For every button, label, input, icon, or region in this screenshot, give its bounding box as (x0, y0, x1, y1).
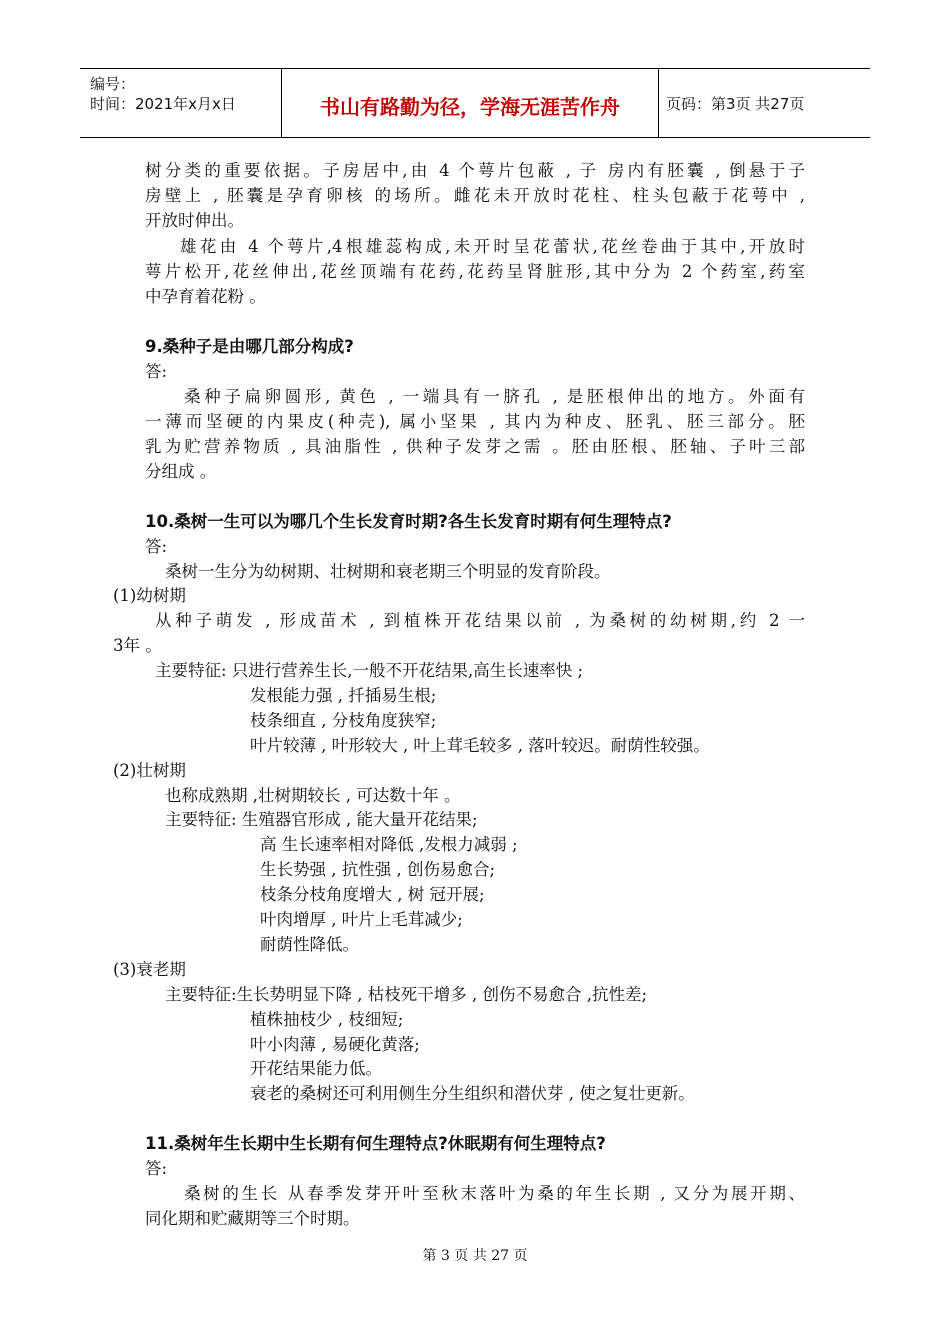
question-heading: 9.桑种子是由哪几部分构成? (145, 337, 354, 356)
question-heading: 11.桑树年生长期中生长期有何生理特点?休眠期有何生理特点? (145, 1134, 606, 1153)
intro-line: 雄花由 4 个萼片,4根雄蕊构成,未开时呈花蕾状,花丝卷曲于其中,开放时 (180, 237, 805, 256)
feature-line: 叶小肉薄 , 易硬化黄落; (250, 1035, 420, 1054)
question-heading: 10.桑树一生可以为哪几个生长发育时期?各生长发育时期有何生理特点? (145, 512, 672, 531)
stage-title: (3)衰老期 (113, 960, 186, 979)
feature-line: 植株抽枝少 , 枝细短; (250, 1010, 404, 1029)
answer-label: 答: (145, 362, 168, 381)
feature-line: 主要特征:生长势明显下降 , 枯枝死干增多 , 创伤不易愈合 ,抗性差; (165, 985, 648, 1004)
intro-line: 树分类的重要依据。子房居中,由 4 个萼片包蔽 , 子 房内有胚囊 , 倒悬于子 (145, 161, 805, 180)
intro-line: 房壁上 , 胚囊是孕育卵核 的场所。雌花未开放时花柱、柱头包蔽于花萼中 , (145, 186, 805, 205)
header-motto: 书山有路勤为径，学海无涯苦作舟 (320, 95, 620, 119)
feature-line: 开花结果能力低。 (250, 1059, 382, 1078)
header-divider (658, 69, 659, 137)
stage-title: (2)壮树期 (113, 761, 186, 780)
answer-line: 同化期和贮藏期等三个时期。 (145, 1209, 360, 1228)
stage-title: (1)幼树期 (113, 586, 186, 605)
answer-line: 分组成 。 (145, 462, 217, 481)
answer-line: 桑种子扁卵圆形, 黄色 , 一端具有一脐孔 , 是胚根伸出的地方。外面有 (184, 387, 805, 406)
feature-line: 耐荫性降低。 (260, 935, 359, 954)
answer-label: 答: (145, 537, 168, 556)
feature-line: 叶片较薄 , 叶形较大 , 叶上茸毛较多 , 落叶较迟。耐荫性较强。 (250, 736, 710, 755)
feature-line: 枝条细直 , 分枝角度狭窄; (250, 711, 437, 730)
feature-line: 枝条分枝角度增大 , 树 冠开展; (260, 885, 485, 904)
stage-description: 也称成熟期 ,壮树期较长 , 可达数十年 。 (165, 786, 461, 805)
answer-line: 桑树一生分为幼树期、壮树期和衰老期三个明显的发育阶段。 (165, 562, 611, 581)
answer-line: 一薄而坚硬的内果皮(种壳), 属小坚果 , 其内为种皮、胚乳、胚三部分。胚 (145, 412, 805, 431)
header-number: 编号： (90, 75, 136, 93)
feature-line: 衰老的桑树还可利用侧生分生组织和潜伏芽 , 使之复壮更新。 (250, 1084, 695, 1103)
header-page-number: 页码：第3页 共27页 (666, 95, 805, 113)
answer-line: 乳为贮营养物质 , 具油脂性 , 供种子发芽之需 。胚由胚根、胚轴、子叶三部 (145, 437, 805, 456)
feature-line: 主要特征: 只进行营养生长,一般不开花结果,高生长速率快 ; (155, 661, 584, 680)
intro-line: 萼片松开,花丝伸出,花丝顶端有花药,花药呈肾脏形,其中分为 2 个药室,药室 (145, 262, 805, 281)
feature-line: 发根能力强 , 扦插易生根; (250, 686, 437, 705)
stage-description: 从种子萌发 , 形成苗术 , 到植株开花结果以前 , 为桑树的幼树期,约 2 一 (155, 611, 805, 630)
feature-line: 生长势强 , 抗性强 , 创伤易愈合; (260, 860, 496, 879)
intro-line: 中孕育着花粉 。 (145, 287, 266, 306)
answer-label: 答: (145, 1159, 168, 1178)
header-time: 时间：2021年x月x日 (90, 95, 236, 113)
feature-line: 高 生长速率相对降低 ,发根力减弱 ; (260, 835, 518, 854)
stage-description: 3年 。 (113, 636, 162, 655)
feature-line: 叶肉增厚 , 叶片上毛茸减少; (260, 910, 463, 929)
page-header (80, 68, 870, 138)
answer-line: 桑树的生长 从春季发芽开叶至秋末落叶为桑的年生长期 , 又分为展开期、 (184, 1184, 805, 1203)
intro-line: 开放时伸出。 (145, 211, 244, 230)
page-footer: 第 3 页 共 27 页 (422, 1248, 528, 1264)
feature-line: 主要特征: 生殖器官形成 , 能大量开花结果; (165, 810, 478, 829)
